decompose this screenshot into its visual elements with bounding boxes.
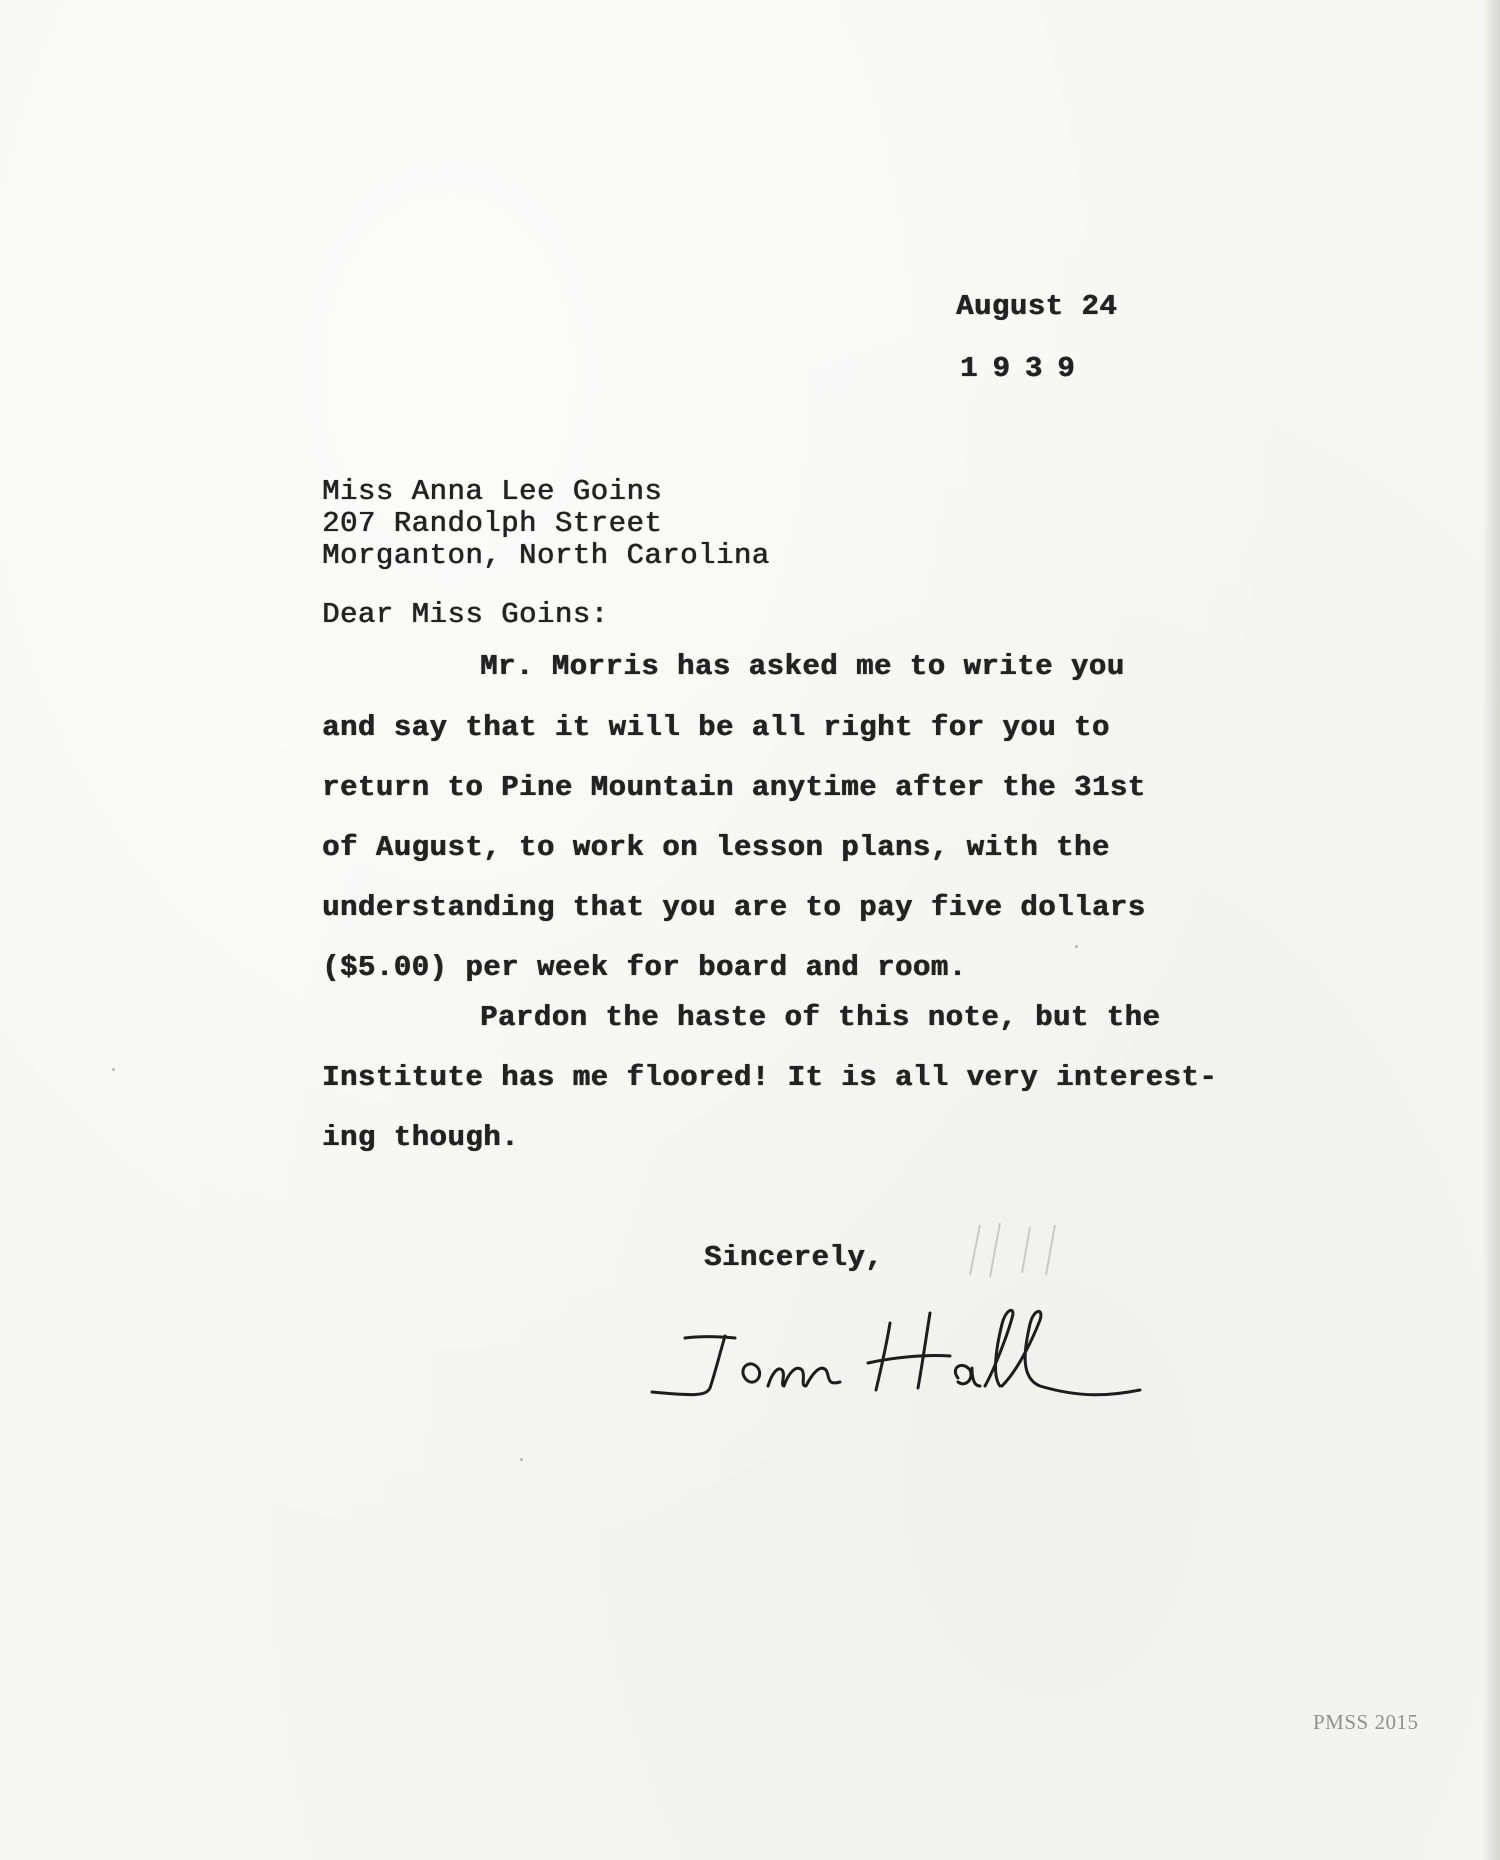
body-line-2: and say that it will be all right for you to — [322, 711, 1110, 744]
paper-speck — [520, 1458, 523, 1461]
recipient-name: Miss Anna Lee Goins — [322, 475, 663, 508]
recipient-city: Morganton, North Carolina — [322, 539, 770, 572]
paper-speck — [1075, 945, 1078, 948]
body-line-4: of August, to work on lesson plans, with the — [322, 831, 1110, 864]
body-line-9: ing though. — [322, 1121, 519, 1154]
paper-speck — [112, 1068, 115, 1071]
body-line-6: ($5.00) per week for board and room. — [322, 951, 967, 984]
body-line-8: Institute has me floored! It is all very interest- — [322, 1061, 1218, 1094]
body-line-7: Pardon the haste of this note, but the — [480, 1001, 1161, 1034]
recipient-street: 207 Randolph Street — [322, 507, 663, 540]
salutation: Dear Miss Goins: — [322, 598, 609, 631]
closing: Sincerely, — [704, 1241, 884, 1274]
archive-stamp: PMSS 2015 — [1313, 1710, 1419, 1734]
body-line-1: Mr. Morris has asked me to write you — [480, 650, 1125, 683]
letter-date: August 24 — [956, 290, 1118, 323]
letter-year: 1939 — [960, 352, 1090, 385]
faint-pencil-mark — [960, 1215, 1080, 1285]
handwritten-signature — [640, 1278, 1180, 1408]
paper-edge-shadow — [1482, 0, 1500, 1860]
body-line-3: return to Pine Mountain anytime after the 31st — [322, 771, 1146, 804]
body-line-5: understanding that you are to pay five dollars — [322, 891, 1146, 924]
